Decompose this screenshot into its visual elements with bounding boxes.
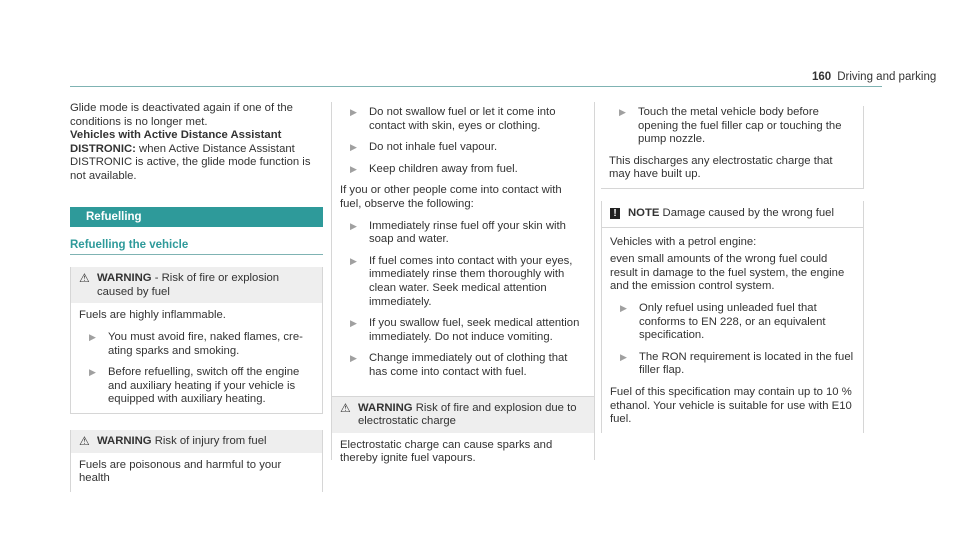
warning-title [97, 435, 267, 449]
warning-body [71, 303, 322, 413]
warning-box-injury [70, 430, 323, 492]
list-item-text: Do not swallow fuel or let it come into contact with skin, eyes or clothing. [369, 106, 556, 132]
arrow-bullet-icon: ▶ [619, 107, 626, 117]
column-2-content [332, 106, 594, 380]
section-title: Driving and parking [837, 71, 937, 83]
list-item [340, 317, 586, 344]
list-item [610, 351, 855, 378]
list-item [340, 255, 586, 309]
list-item-text: The RON requirement is located in the fuel filler flap. [639, 350, 854, 377]
arrow-bullet-icon: ▶ [350, 353, 357, 364]
arrow-bullet-icon: ▶ [620, 302, 627, 313]
warning-title-text: - Risk of fire or explosion caused by fuel [97, 272, 280, 298]
list-item-text: Do not inhale fuel vapour. [369, 141, 498, 154]
distronic-text: when Active Distance Assistant DISTRONIC is active, the glide mode function is not available. [70, 142, 311, 182]
warning-body [71, 453, 322, 492]
warning-header [332, 397, 594, 433]
warning-box-electrostatic [332, 396, 594, 472]
column-2 [331, 102, 595, 465]
arrow-bullet-icon: ▶ [350, 142, 357, 153]
warning-text: Fuels are poisonous and harmful to your health [79, 458, 282, 485]
list-item [340, 163, 586, 177]
note-header [602, 201, 863, 228]
list-item-text: Touch the metal vehicle body before opening the fuel filler cap or touching the pump nozzle. [638, 106, 842, 146]
list-item-text: Before refuelling, switch off the engine and auxiliary heating if your vehicle is equipped with auxiliary heating. [108, 366, 300, 406]
warning-label: WARNING [97, 434, 152, 447]
section-band-refuelling: Refuelling [70, 207, 323, 227]
ethanol-text: Fuel of this specification may contain up to 10 % ethanol. Your vehicle is suitable for use with E10 fuel. [610, 385, 852, 426]
warning-triangle-icon: ⚠ [79, 271, 90, 286]
list-item [79, 366, 314, 407]
contact-paragraph: If you or other people come into contact with fuel, observe the following: [340, 184, 562, 210]
note-title [628, 207, 834, 221]
warning-body [332, 433, 594, 472]
list-item [340, 220, 586, 247]
electrostatic-continuation [601, 106, 864, 189]
list-item [340, 352, 586, 379]
distronic-bold: Vehicles with Active Distance Assistant DISTRONIC: [70, 129, 282, 155]
arrow-bullet-icon: ▶ [89, 331, 96, 342]
list-item [609, 106, 855, 147]
page-number: 160 [812, 71, 832, 83]
petrol-engine-text: Vehicles with a petrol engine: [610, 235, 757, 248]
arrow-bullet-icon: ▶ [350, 163, 357, 174]
subheading-refuelling-vehicle: Refuelling the vehicle [70, 239, 323, 256]
list-item-text: Change immediately out of clothing that has come into contact with fuel. [369, 352, 568, 378]
warning-title [97, 272, 314, 299]
note-box-wrong-fuel [601, 201, 864, 433]
note-label: NOTE [628, 206, 660, 219]
list-item-text: Immediately rinse fuel off your skin with soap and water. [369, 219, 566, 246]
list-item [610, 302, 855, 343]
list-item-text: You must avoid fire, naked flames, creating sparks and smoking. [108, 330, 303, 357]
distronic-paragraph [70, 129, 323, 183]
warning-text: Electrostatic charge can cause sparks and thereby ignite fuel vapours. [340, 438, 553, 465]
list-item [79, 331, 314, 358]
warning-header [71, 267, 322, 303]
warning-text: Fuels are highly inflammable. [79, 309, 226, 322]
warning-label: WARNING [97, 272, 152, 285]
column-1 [70, 102, 323, 492]
arrow-bullet-icon: ▶ [620, 351, 627, 362]
warning-label: WARNING [358, 401, 413, 414]
list-item-text: Only refuel using unleaded fuel that conforms to EN 228, or an equivalent specification. [639, 301, 826, 342]
arrow-bullet-icon: ▶ [350, 318, 357, 329]
arrow-bullet-icon: ▶ [350, 255, 357, 266]
warning-triangle-icon: ⚠ [340, 400, 351, 415]
header-rule [70, 86, 882, 87]
warning-header [71, 430, 322, 453]
arrow-bullet-icon: ▶ [89, 367, 96, 378]
list-item-text: If fuel comes into contact with your eyes, immediately rinse them thoroughly with clean water. Seek medical attention immediately. [369, 254, 573, 308]
list-item-text: If you swallow fuel, seek medical attention immediately. Do not induce vomiting. [369, 317, 580, 343]
list-item-text: Keep children away from fuel. [369, 162, 518, 175]
note-title-text: Damage caused by the wrong fuel [659, 206, 834, 219]
warning-triangle-icon: ⚠ [79, 433, 90, 448]
arrow-bullet-icon: ▶ [350, 220, 357, 231]
wrong-fuel-text: even small amounts of the wrong fuel could result in damage to the fuel system, the engine and the emission control system. [610, 253, 845, 293]
list-item [340, 141, 586, 155]
arrow-bullet-icon: ▶ [350, 107, 357, 117]
note-body [602, 228, 863, 433]
exclamation-icon: ! [610, 207, 628, 221]
warning-title [358, 402, 586, 429]
column-3 [601, 102, 864, 433]
page-header [812, 71, 936, 85]
warning-box-fire [70, 267, 323, 414]
discharge-text: This discharges any electrostatic charge that may have built up. [609, 154, 833, 181]
warning-title-text: Risk of injury from fuel [151, 434, 267, 447]
list-item [340, 106, 586, 133]
glide-mode-text: Glide mode is deactivated again if one of the conditions is no longer met. [70, 102, 293, 128]
warning-title-text: Risk of fire and explosion due to electrostatic charge [358, 401, 577, 428]
